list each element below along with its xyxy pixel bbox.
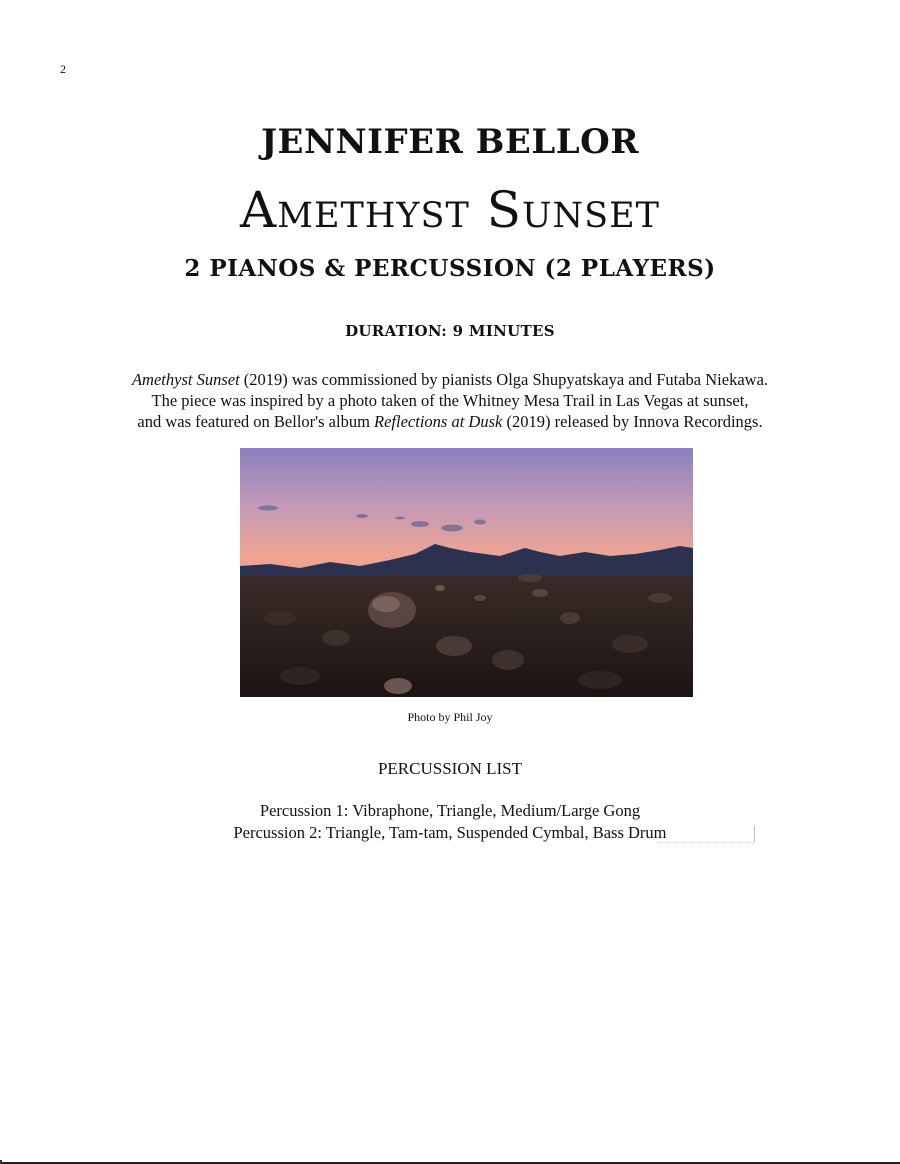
percussion-list-heading: PERCUSSION LIST xyxy=(377,759,523,778)
composer-name: JENNIFER BELLOR xyxy=(260,122,640,162)
percussion-item: Percussion 1: Vibraphone, Triangle, Medium/Large Gong xyxy=(259,801,641,820)
percussion-item: Percussion 2: Triangle, Tam-tam, Suspended Cymbal, Bass Drum xyxy=(233,823,667,842)
sunset-photo xyxy=(240,448,693,697)
percussion-list xyxy=(0,800,900,844)
program-note-line-1-text: (2019) was commissioned by pianists Olga Shupyatskaya and Futaba Niekawa. xyxy=(239,370,769,389)
piece-title-italic: Amethyst Sunset xyxy=(131,370,240,389)
program-note-line-3-post: (2019) released by Innova Recordings. xyxy=(502,412,763,431)
program-note-line-3 xyxy=(60,411,840,432)
duration: DURATION: 9 MINUTES xyxy=(345,322,555,340)
program-note-line-1 xyxy=(60,369,840,390)
program-note-line-2: The piece was inspired by a photo taken of the Whitney Mesa Trail in Las Vegas at sunset, xyxy=(151,391,749,410)
album-title: Reflections at Dusk xyxy=(374,412,503,431)
program-note-line-3-pre: and was featured on Bellor's album xyxy=(137,412,375,431)
piece-title: Amethyst Sunset xyxy=(240,181,660,239)
photo-caption: Photo by Phil Joy xyxy=(407,710,493,724)
page-number: 2 xyxy=(60,62,66,76)
scan-artifact-box xyxy=(656,826,755,843)
sunset-photo-image xyxy=(240,448,693,697)
page-corner-mark xyxy=(0,1160,2,1164)
instrumentation: 2 PIANOS & PERCUSSION (2 PLAYERS) xyxy=(184,255,716,282)
program-note xyxy=(60,369,840,432)
